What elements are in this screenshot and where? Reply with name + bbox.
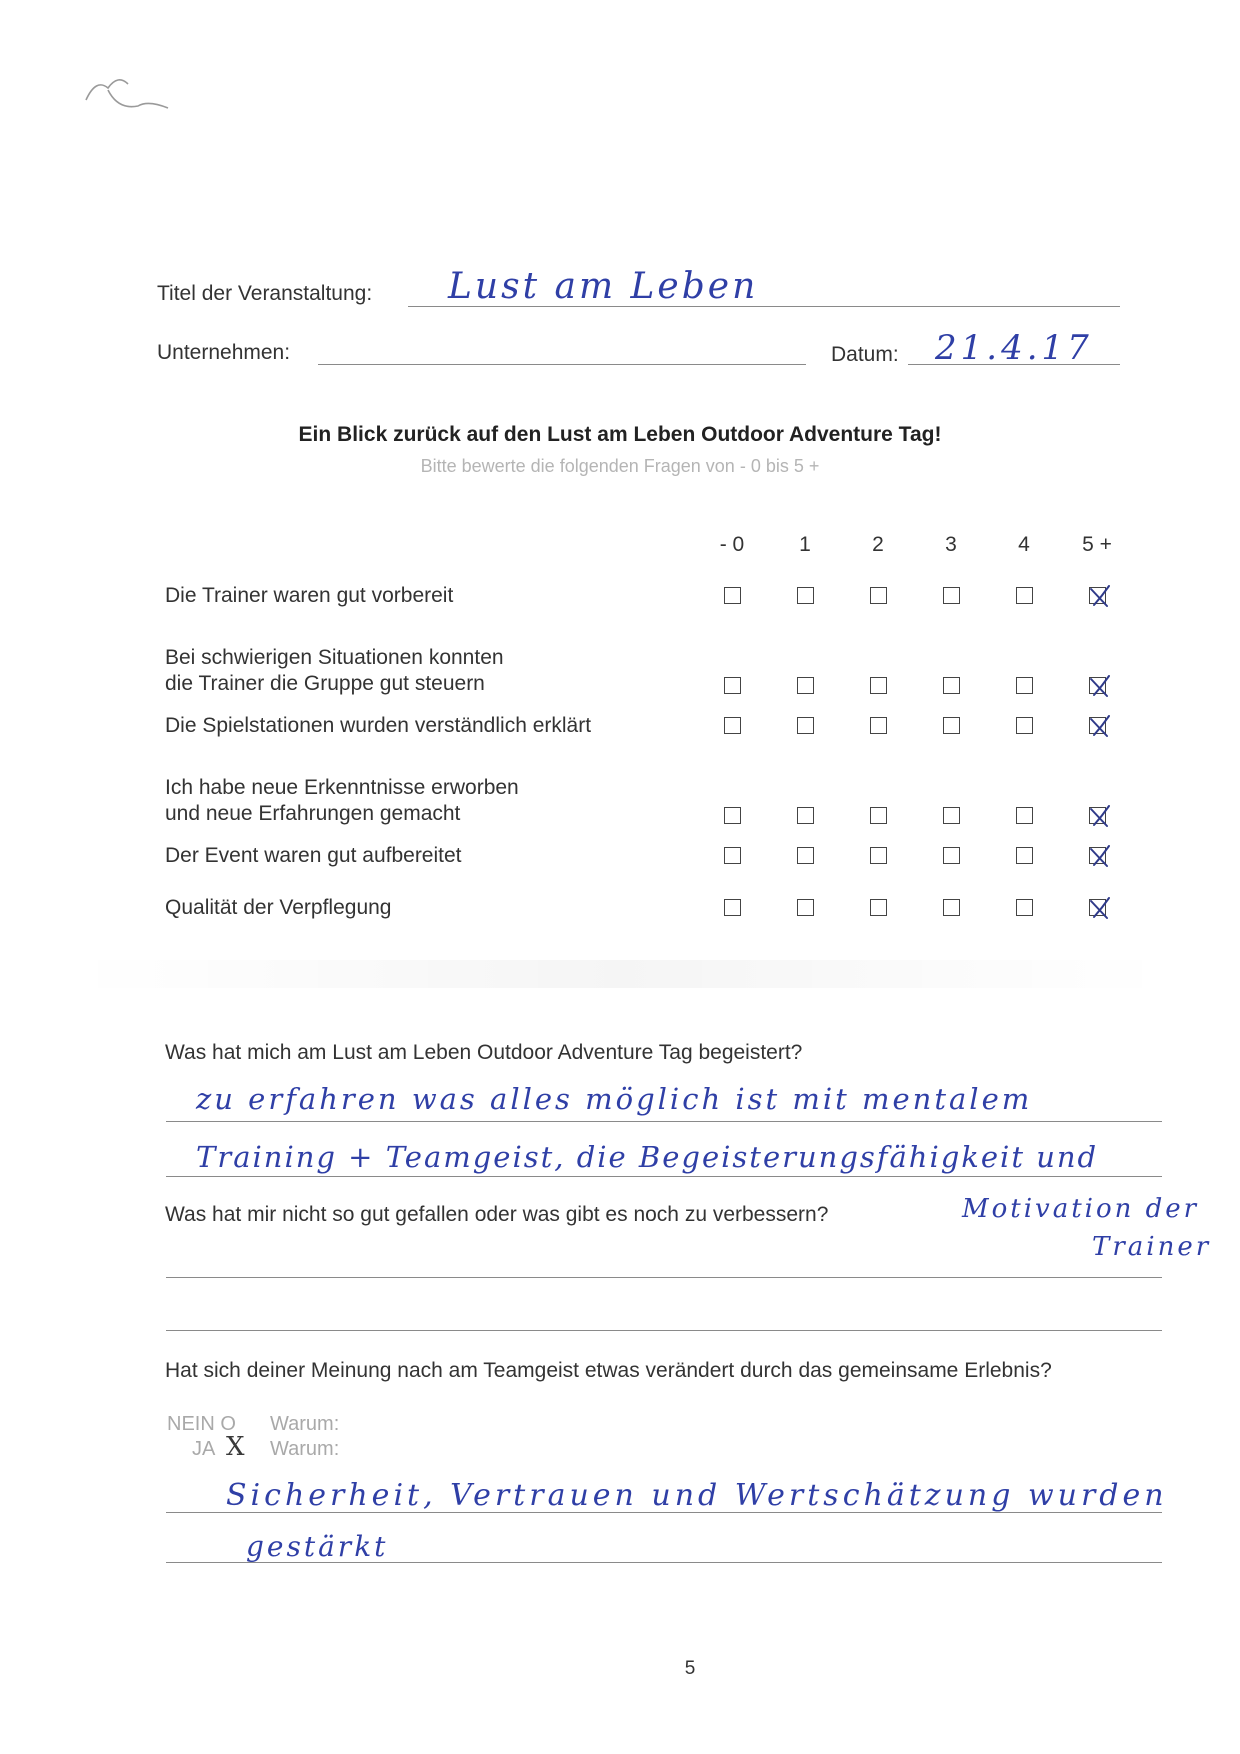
scale-label: 5 + bbox=[1082, 533, 1112, 556]
answer-teamspirit-line2[interactable]: gestärkt bbox=[246, 1530, 389, 1563]
option-nein[interactable]: NEIN O bbox=[167, 1413, 236, 1435]
form-subheading: Bitte bewerte die folgenden Fragen von - 0 bis 5 + bbox=[420, 456, 820, 476]
warum-label-2: Warum: bbox=[270, 1438, 340, 1460]
company-label: Unternehmen: bbox=[157, 341, 291, 364]
rating-checkbox[interactable] bbox=[1016, 587, 1033, 604]
rating-checkbox[interactable] bbox=[724, 717, 741, 734]
rating-checkbox-checked[interactable] bbox=[1089, 677, 1106, 694]
teamspirit-line-1 bbox=[166, 1512, 1162, 1513]
rating-checkbox-checked[interactable] bbox=[1089, 717, 1106, 734]
rating-question: Die Trainer waren gut vorbereit bbox=[165, 584, 454, 607]
question-improvements: Was hat mir nicht so gut gefallen oder was gibt es noch zu verbessern? bbox=[165, 1203, 829, 1226]
page-number: 5 bbox=[684, 1658, 696, 1679]
rating-checkbox[interactable] bbox=[870, 587, 887, 604]
rating-question: Bei schwierigen Situationen konnten bbox=[165, 646, 504, 669]
corner-scribble bbox=[78, 70, 198, 130]
rating-checkbox[interactable] bbox=[797, 807, 814, 824]
rating-checkbox[interactable] bbox=[797, 717, 814, 734]
rating-checkbox[interactable] bbox=[724, 899, 741, 916]
improvement-line-1 bbox=[166, 1277, 1162, 1278]
scan-smudge bbox=[70, 960, 1170, 988]
warum-label-1: Warum: bbox=[270, 1413, 340, 1435]
rating-checkbox[interactable] bbox=[943, 677, 960, 694]
rating-checkbox[interactable] bbox=[943, 807, 960, 824]
answer-line-1 bbox=[166, 1121, 1162, 1122]
rating-checkbox-checked[interactable] bbox=[1089, 899, 1106, 916]
rating-checkbox[interactable] bbox=[797, 847, 814, 864]
rating-checkbox[interactable] bbox=[797, 899, 814, 916]
answer-line-2 bbox=[166, 1176, 1162, 1177]
rating-question: Qualität der Verpflegung bbox=[165, 896, 392, 919]
improvement-line-2 bbox=[166, 1330, 1162, 1331]
rating-question-cont: und neue Erfahrungen gemacht bbox=[165, 802, 461, 825]
rating-checkbox[interactable] bbox=[724, 807, 741, 824]
date-label: Datum: bbox=[831, 343, 899, 366]
rating-checkbox[interactable] bbox=[870, 847, 887, 864]
rating-checkbox[interactable] bbox=[870, 899, 887, 916]
question-enthusiasm: Was hat mich am Lust am Leben Outdoor Adventure Tag begeistert? bbox=[165, 1041, 803, 1064]
answer-enthusiasm-line4[interactable]: Trainer bbox=[1092, 1232, 1212, 1262]
scale-label: 2 bbox=[872, 533, 884, 556]
rating-question: Ich habe neue Erkenntnisse erworben bbox=[165, 776, 519, 799]
event-title-label: Titel der Veranstaltung: bbox=[157, 282, 373, 305]
rating-checkbox-checked[interactable] bbox=[1089, 587, 1106, 604]
rating-checkbox[interactable] bbox=[797, 677, 814, 694]
rating-checkbox[interactable] bbox=[724, 587, 741, 604]
rating-checkbox[interactable] bbox=[943, 717, 960, 734]
rating-checkbox[interactable] bbox=[1016, 717, 1033, 734]
rating-checkbox[interactable] bbox=[724, 677, 741, 694]
event-title-line bbox=[408, 306, 1120, 307]
scale-label: 3 bbox=[945, 533, 957, 556]
scale-label: 4 bbox=[1018, 533, 1030, 556]
rating-question-cont: die Trainer die Gruppe gut steuern bbox=[165, 672, 485, 695]
date-line bbox=[908, 364, 1120, 365]
rating-checkbox[interactable] bbox=[1016, 677, 1033, 694]
rating-question: Die Spielstationen wurden verständlich erklärt bbox=[165, 714, 592, 737]
option-ja[interactable]: JA bbox=[192, 1438, 216, 1460]
answer-enthusiasm-line1[interactable]: zu erfahren was alles möglich ist mit mentalem bbox=[196, 1082, 1033, 1116]
answer-enthusiasm-line3[interactable]: Motivation der bbox=[962, 1194, 1200, 1224]
option-ja-mark[interactable]: X bbox=[226, 1432, 245, 1462]
scale-label: - 0 bbox=[719, 533, 745, 556]
rating-checkbox[interactable] bbox=[724, 847, 741, 864]
date-value[interactable]: 21.4.17 bbox=[935, 328, 1093, 368]
rating-checkbox[interactable] bbox=[870, 677, 887, 694]
rating-question: Der Event waren gut aufbereitet bbox=[165, 844, 462, 867]
rating-checkbox[interactable] bbox=[1016, 807, 1033, 824]
rating-checkbox[interactable] bbox=[870, 807, 887, 824]
company-line bbox=[318, 364, 806, 365]
rating-checkbox[interactable] bbox=[1016, 899, 1033, 916]
answer-teamspirit-line1[interactable]: Sicherheit, Vertrauen und Wertschätzung wurden bbox=[226, 1478, 1168, 1513]
rating-checkbox[interactable] bbox=[943, 899, 960, 916]
form-heading: Ein Blick zurück auf den Lust am Leben Outdoor Adventure Tag! bbox=[298, 423, 942, 446]
rating-checkbox[interactable] bbox=[870, 717, 887, 734]
teamspirit-line-2 bbox=[166, 1562, 1162, 1563]
rating-checkbox-checked[interactable] bbox=[1089, 847, 1106, 864]
rating-checkbox[interactable] bbox=[943, 847, 960, 864]
question-teamspirit: Hat sich deiner Meinung nach am Teamgeist etwas verändert durch das gemeinsame Erlebnis? bbox=[165, 1359, 1052, 1382]
event-title-value[interactable]: Lust am Leben bbox=[448, 266, 759, 307]
rating-checkbox[interactable] bbox=[797, 587, 814, 604]
scale-label: 1 bbox=[799, 533, 811, 556]
rating-checkbox[interactable] bbox=[1016, 847, 1033, 864]
rating-checkbox[interactable] bbox=[943, 587, 960, 604]
rating-checkbox-checked[interactable] bbox=[1089, 807, 1106, 824]
answer-enthusiasm-line2[interactable]: Training + Teamgeist, die Begeisterungsfähigkeit und bbox=[196, 1140, 1099, 1174]
